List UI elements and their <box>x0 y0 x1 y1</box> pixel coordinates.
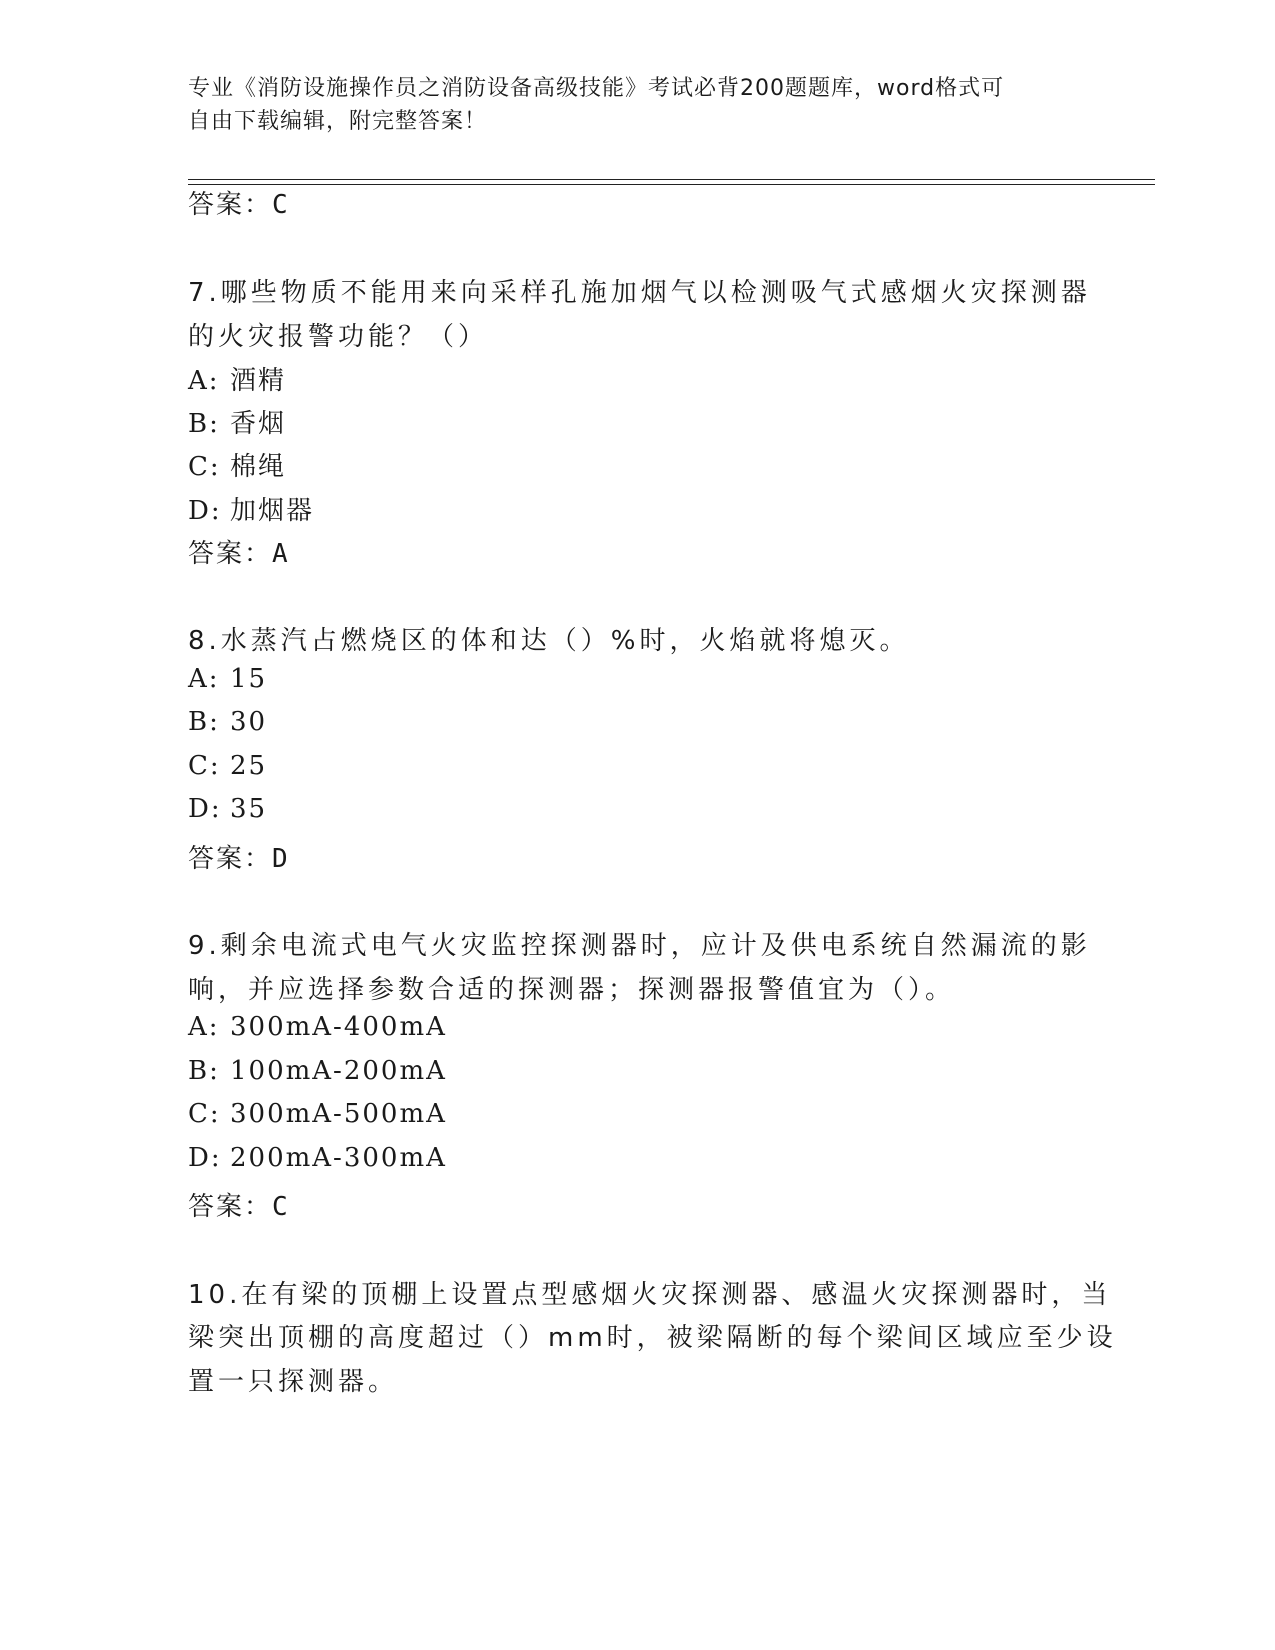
question-9-option-b <box>188 1056 447 1086</box>
question-9-option-a <box>188 1012 447 1042</box>
question-7-stem-line-2: 的火灾报警功能？（） <box>188 322 489 352</box>
option-text: 300mA-500mA <box>230 1099 447 1129</box>
question-8-option-b <box>188 707 267 737</box>
header-line-2: 自由下载编辑，附完整答案！ <box>188 109 488 134</box>
answer-value: C <box>272 1192 290 1222</box>
question-9-stem-line-2: 响，并应选择参数合适的探测器；探测器报警值宜为（）。 <box>188 975 956 1005</box>
option-key: B: <box>188 707 220 737</box>
option-text: 香烟 <box>230 409 287 439</box>
question-10-stem-line-3: 置一只探测器。 <box>188 1367 399 1397</box>
option-text: 35 <box>230 794 268 824</box>
question-7-option-d <box>188 490 314 527</box>
question-8-stem-line-1: 8.水蒸汽占燃烧区的体和达（）%时，火焰就将熄灭。 <box>188 626 910 656</box>
answer-label: 答案： <box>188 1192 273 1222</box>
question-7-option-c <box>188 446 286 483</box>
option-key: A: <box>188 366 220 396</box>
question-10-stem-line-2: 梁突出顶棚的高度超过（）mm时，被梁隔断的每个梁间区域应至少设 <box>188 1323 1117 1353</box>
answer-label: 答案： <box>188 190 273 220</box>
document-header <box>188 72 1068 138</box>
question-7-stem-line-1: 7.哪些物质不能用来向采样孔施加烟气以检测吸气式感烟火灾探测器 <box>188 278 1091 308</box>
answer-label: 答案： <box>188 539 273 569</box>
option-text: 30 <box>230 707 268 737</box>
question-8-answer <box>188 838 290 875</box>
header-divider-top <box>188 179 1155 180</box>
question-8-option-d <box>188 794 267 824</box>
option-text: 棉绳 <box>230 452 287 482</box>
option-key: C: <box>188 751 221 781</box>
answer-value: A <box>272 539 290 569</box>
option-key: D: <box>188 794 222 824</box>
option-text: 300mA-400mA <box>230 1012 447 1042</box>
question-8-option-c <box>188 751 267 781</box>
question-10-stem-line-1: 10.在有梁的顶棚上设置点型感烟火灾探测器、感温火灾探测器时，当 <box>188 1280 1112 1310</box>
answer-label: 答案： <box>188 844 273 874</box>
option-key: C: <box>188 1099 221 1129</box>
option-text: 25 <box>230 751 268 781</box>
option-key: B: <box>188 409 220 439</box>
question-9-answer <box>188 1186 290 1223</box>
answer-line-prev <box>188 184 290 221</box>
question-7-option-b <box>188 403 286 440</box>
question-9-option-d <box>188 1143 447 1173</box>
question-7-answer <box>188 533 290 570</box>
header-line-1: 专业《消防设施操作员之消防设备高级技能》考试必背200题题库，word格式可 <box>188 76 1005 101</box>
question-8-option-a <box>188 664 267 694</box>
answer-value: D <box>272 844 290 874</box>
option-key: A: <box>188 1012 220 1042</box>
question-9-option-c <box>188 1099 447 1129</box>
option-text: 加烟器 <box>230 496 315 526</box>
option-text: 15 <box>230 664 268 694</box>
option-key: D: <box>188 496 222 526</box>
option-key: A: <box>188 664 220 694</box>
option-key: D: <box>188 1143 222 1173</box>
option-key: B: <box>188 1056 220 1086</box>
question-9-stem-line-1: 9.剩余电流式电气火灾监控探测器时，应计及供电系统自然漏流的影 <box>188 931 1091 961</box>
answer-value: C <box>272 190 290 220</box>
question-7-option-a <box>188 360 286 397</box>
option-text: 100mA-200mA <box>230 1056 447 1086</box>
option-text: 酒精 <box>230 366 287 396</box>
option-text: 200mA-300mA <box>230 1143 447 1173</box>
option-key: C: <box>188 452 221 482</box>
header-divider-bottom <box>188 184 1155 185</box>
